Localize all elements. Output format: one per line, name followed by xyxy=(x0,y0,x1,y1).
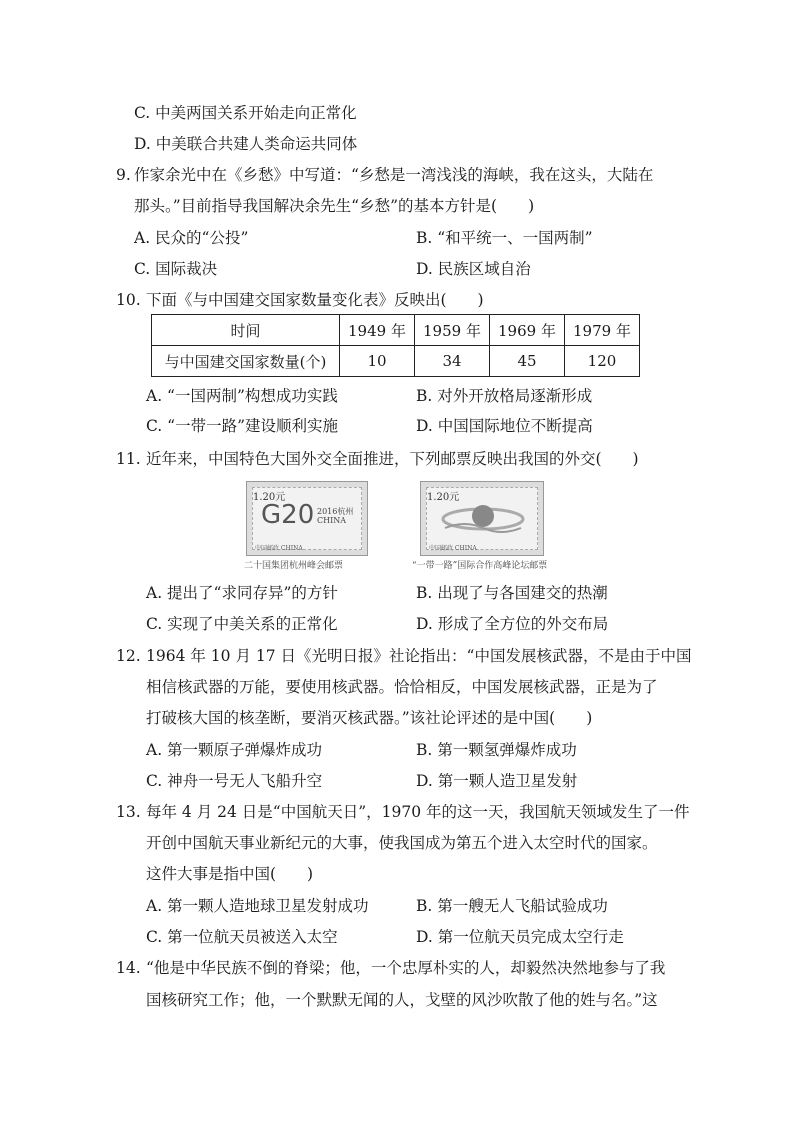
belt-road-stamp xyxy=(420,481,544,556)
stamp1-value: 1.20元 xyxy=(253,492,286,503)
q8-option-c: C. 中美两国关系开始走向正常化 xyxy=(134,104,357,122)
q12-option-d: D. 第一颗人造卫星发射 xyxy=(416,772,578,790)
q9-number: 9. xyxy=(116,166,131,184)
table-cell: 120 xyxy=(565,346,640,377)
q9-option-c: C. 国际裁决 xyxy=(134,260,218,278)
q11-option-c: C. 实现了中美关系的正常化 xyxy=(146,615,338,633)
q8-option-d: D. 中美联合共建人类命运共同体 xyxy=(134,135,358,153)
q10-number: 10. xyxy=(116,291,141,309)
q11-number: 11. xyxy=(116,450,141,468)
stamp1-country: CHINA xyxy=(317,516,347,525)
q13-stem-line2: 开创中国航天事业新纪元的大事，使我国成为第五个进入太空时代的国家。 xyxy=(146,834,658,852)
q12-stem-line2: 相信核武器的万能，要使用核武器。恰恰相反，中国发展核武器，正是为了 xyxy=(146,678,658,696)
q10-stem: 下面《与中国建交国家数量变化表》反映出( ) xyxy=(146,291,484,309)
q12-stem-line1: 1964 年 10 月 17 日《光明日报》社论指出：“中国发展核武器，不是由于中国 xyxy=(146,647,692,665)
table-cell: 1959 年 xyxy=(415,315,490,346)
q10-option-a: A. “一国两制”构想成功实践 xyxy=(146,387,338,405)
q14-number: 14. xyxy=(116,959,141,977)
q9-option-d: D. 民族区域自治 xyxy=(416,260,531,278)
table-row xyxy=(152,346,640,377)
q12-stem-line3: 打破核大国的核垄断，要消灭核武器。”该社论评述的是中国( ) xyxy=(146,709,593,727)
table-cell: 与中国建交国家数量(个) xyxy=(152,346,340,377)
q10-option-b: B. 对外开放格局逐渐形成 xyxy=(416,387,593,405)
table-cell: 34 xyxy=(415,346,490,377)
g20-stamp xyxy=(246,481,368,556)
q11-option-d: D. 形成了全方位的外交布局 xyxy=(416,615,609,633)
stamp1-g20-text: G20 xyxy=(261,500,315,530)
q13-stem-line3: 这件大事是指中国( ) xyxy=(146,865,314,883)
q13-option-c: C. 第一位航天员被送入太空 xyxy=(146,928,338,946)
stamp2-caption: “一带一路”国际合作高峰论坛邮票 xyxy=(412,561,548,571)
q13-option-d: D. 第一位航天员完成太空行走 xyxy=(416,928,624,946)
q11-option-a: A. 提出了“求同存异”的方针 xyxy=(146,584,338,602)
q11-option-b: B. 出现了与各国建交的热潮 xyxy=(416,584,608,602)
table-cell: 10 xyxy=(340,346,415,377)
q9-option-b: B. “和平统一、一国两制” xyxy=(416,229,593,247)
stamp2-postmark-text: 中国邮政 CHINA xyxy=(429,545,477,552)
q9-stem-line1: 作家余光中在《乡愁》中写道：“乡愁是一湾浅浅的海峡，我在这头，大陆在 xyxy=(134,166,654,184)
q9-option-a: A. 民众的“公投” xyxy=(134,229,249,247)
table-cell: 1949 年 xyxy=(340,315,415,346)
q12-option-b: B. 第一颗氢弹爆炸成功 xyxy=(416,741,577,759)
diplomatic-relations-table xyxy=(151,314,640,377)
q13-option-a: A. 第一颗人造地球卫星发射成功 xyxy=(146,897,369,915)
table-cell: 1969 年 xyxy=(490,315,565,346)
stamp1-caption: 二十国集团杭州峰会邮票 xyxy=(244,561,344,571)
q10-option-c: C. “一带一路”建设顺利实施 xyxy=(146,417,339,435)
q14-stem-line1: “他是中华民族不倒的脊梁；他，一个忠厚朴实的人，却毅然决然地参与了我 xyxy=(146,959,666,977)
q12-number: 12. xyxy=(116,647,141,665)
q13-number: 13. xyxy=(116,803,141,821)
forum-logo-icon xyxy=(435,496,531,542)
q12-option-a: A. 第一颗原子弹爆炸成功 xyxy=(146,741,323,759)
q10-option-d: D. 中国国际地位不断提高 xyxy=(416,417,593,435)
table-cell: 1979 年 xyxy=(565,315,640,346)
q9-stem-line2: 那头。”目前指导我国解决余先生“乡愁”的基本方针是( ) xyxy=(134,197,535,215)
stamp1-postmark-text: 中国邮政 CHINA xyxy=(255,545,303,552)
q13-option-b: B. 第一艘无人飞船试验成功 xyxy=(416,897,608,915)
q13-stem-line1: 每年 4 月 24 日是“中国航天日”，1970 年的这一天，我国航天领域发生了一件 xyxy=(146,803,690,821)
table-cell: 45 xyxy=(490,346,565,377)
table-cell: 时间 xyxy=(152,315,340,346)
stamp1-subtitle: 2016杭州 xyxy=(317,507,354,516)
q12-option-c: C. 神舟一号无人飞船升空 xyxy=(146,772,323,790)
q11-stem: 近年来，中国特色大国外交全面推进，下列邮票反映出我国的外交( ) xyxy=(146,450,639,468)
stamp2-value: 1.20元 xyxy=(427,492,460,503)
table-header-row xyxy=(152,315,640,346)
q14-stem-line2: 国核研究工作；他，一个默默无闻的人，戈壁的风沙吹散了他的姓与名。”这 xyxy=(146,991,658,1009)
